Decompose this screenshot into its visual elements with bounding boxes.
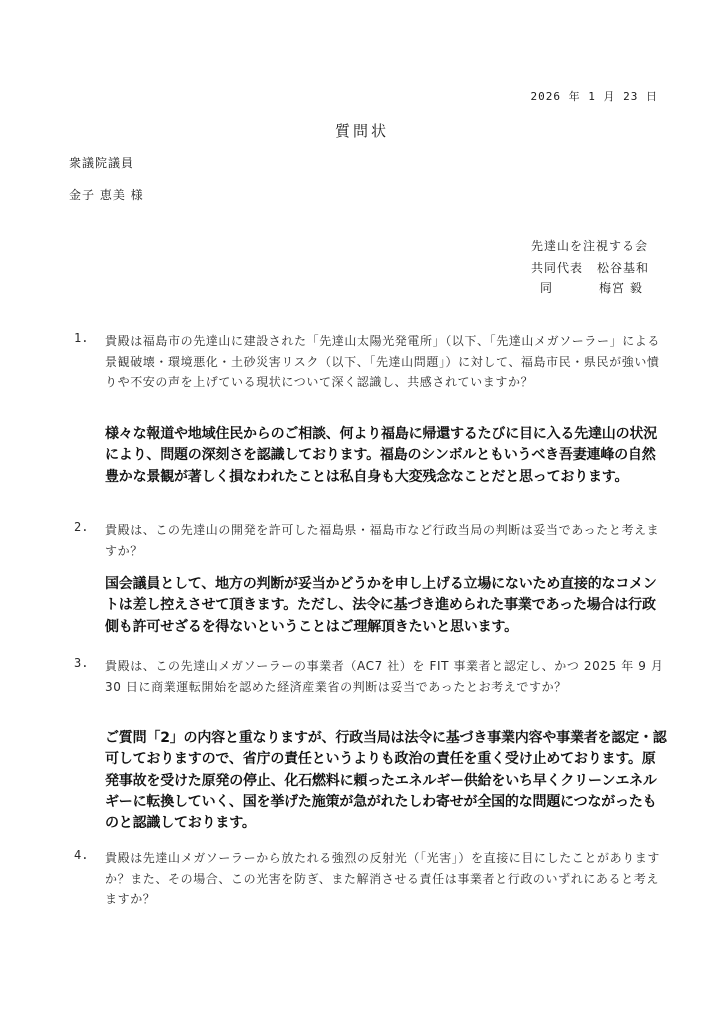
question-number: 4. bbox=[74, 848, 89, 862]
answer-text: 国会議員として、地方の判断が妥当かどうかを申し上げる立場にないため直接的なコメントは差し控えさせて頂きます。ただし、法令に基づき進められた事業であった場合は行政側も許可せざるを得ないということはご理解頂きたいと思います。 bbox=[105, 576, 657, 635]
question-number: 2. bbox=[74, 520, 89, 534]
addressee-office: 衆議院議員 bbox=[69, 156, 135, 170]
sender-representative-1 bbox=[531, 259, 649, 276]
question-text: 貴殿は先達山メガソーラーから放たれる強烈の反射光（「光害」）を直接に目にしたことがありますか？また、その場合、この光害を防ぎ、また解消させる責任は事業者と行政のいずれにあると考えますか？ bbox=[105, 851, 661, 906]
sender-representative-2 bbox=[540, 279, 643, 296]
answer-text: 様々な報道や地域住民からのご相談、何より福島に帰還するたびに目に入る先達山の状況により、問題の深刻さを認識しております。福島のシンボルともいうべき吾妻連峰の自然豊かな景観が著しく損なわれたことは私自身も大変残念なことだと思っております。 bbox=[105, 426, 657, 485]
question-text: 貴殿は、この先達山の開発を許可した福島県・福島市など行政当局の判断は妥当であったと考えますか？ bbox=[105, 523, 660, 558]
sender-rep1-role: 共同代表 bbox=[531, 261, 584, 275]
question-number: 3. bbox=[74, 656, 89, 670]
answer-text: ご質問「2」の内容と重なりますが、行政当局は法令に基づき事業内容や事業者を認定・認可しておりますので、省庁の責任というよりも政治の責任を重く受け止めております。原発事故を受けた原発の停止、化石燃料に頼ったエネルギー供給をいち早くクリーンエネルギーに転換していく、国を挙げた施策が急がれたしわ寄せが全国的な問題につながったものと認識しております。 bbox=[105, 730, 667, 832]
sender-rep2-name: 梅宮 毅 bbox=[599, 281, 643, 295]
question-text: 貴殿は、この先達山メガソーラーの事業者（AC7 社）を FIT 事業者と認定し、かつ 2025 年 9 月 30 日に商業運転開始を認めた経済産業省の判断は妥当であったとお考えですか？ bbox=[105, 659, 664, 694]
sender-rep1-name: 松谷基和 bbox=[597, 261, 650, 275]
document-date: 2026 年 1 月 23 日 bbox=[530, 90, 658, 103]
document-title: 質問状 bbox=[334, 122, 389, 140]
question-number: 1. bbox=[74, 331, 89, 345]
sender-organization: 先達山を注視する会 bbox=[531, 239, 649, 253]
question-text: 貴殿は福島市の先達山に建設された「先達山太陽光発電所」（以下、「先達山メガソーラー」による景観破壊・環境悪化・土砂災害リスク（以下、「先達山問題」）に対して、福島市民・県民が強い憤りや不安の声を上げている現状について深く認識し、共感されていますか？ bbox=[105, 334, 661, 389]
sender-rep2-role: 同 bbox=[540, 281, 554, 295]
addressee-name: 金子 恵美 様 bbox=[69, 188, 144, 202]
